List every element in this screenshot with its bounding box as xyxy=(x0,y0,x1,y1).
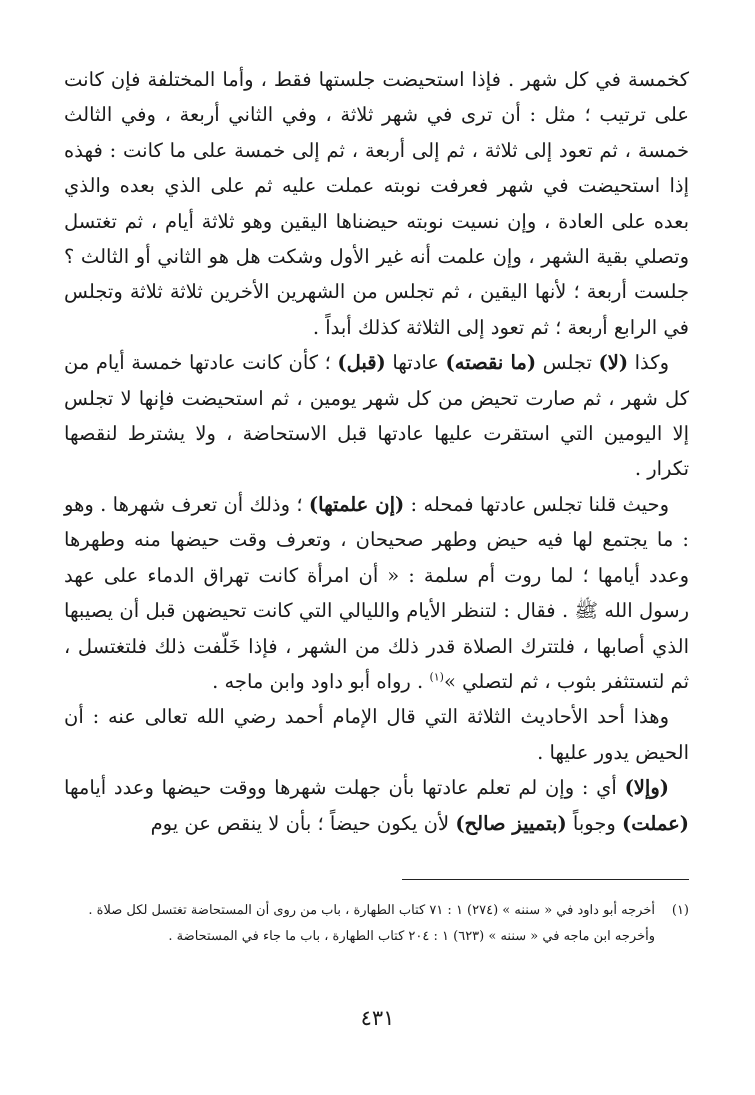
paragraph-2-bold-3: (قبل) xyxy=(337,351,386,375)
paragraph-2-text-a: وكذا xyxy=(628,351,669,375)
paragraph-3-text-d: . رواه أبو داود وابن ماجه . xyxy=(212,669,430,693)
footnote-number: (١) xyxy=(671,903,689,918)
footnote-reference: (١) xyxy=(429,670,444,684)
paragraph-3-bold-1: (إن علمتها) xyxy=(308,492,405,516)
paragraph-3-text-c: ؛ وذلك أن تعرف شهرها . وهو : ما يجتمع لها فيه حيض وطهر صحيحان ، وتعرف وقت حيضها منه وطهرها وعدد أيامها ؛ لما روت أم سلمة : « أن امرأة كانت تهراق الدماء على عهد رسول الله ﷺ . فقال : لتنظر الأيام والليالي التي كانت تحيضهن قبل أن يصيبها الذي أصابها ، فلتترك الصلاة قدر ذلك من الشهر ، فإذا خَلّفت ذلك فلتغتسل ، ثم لتستثفر بثوب ، ثم لتصلي » xyxy=(64,492,689,693)
paragraph-5-bold-2: (عملت) xyxy=(622,811,689,835)
paragraph-1: كخمسة في كل شهر . فإذا استحيضت جلستها فقط ، وأما المختلفة فإن كانت على ترتيب ؛ مثل : أن ترى في شهر ثلاثة ، وفي الثاني أربعة ، وفي الثالث خمسة ، ثم تعود إلى ثلاثة ، ثم إلى أربعة ، ثم إلى خمسة على ما كانت : فهذه إذا استحيضت في شهر فعرفت نوبته عملت عليه ثم على الذي بعده والذي بعده على العادة ، وإن نسيت نوبته حيضناها اليقين وهو ثلاثة أيام ، ثم تغتسل وتصلي بقية الشهر ، وإن علمت أنه غير الأول وشكت هل هو الثاني أو الثالث ؟ جلست أربعة ؛ لأنها اليقين ، ثم تجلس من الشهرين الأخرين ثلاثة ثلاثة وتجلس في الرابع أربعة ؛ ثم تعود إلى الثلاثة كذلك أبداً . xyxy=(64,68,689,339)
footnote-text-1: أخرجه أبو داود في « سننه » (٢٧٤) ١ : ٧١ كتاب الطهارة ، باب من روى أن المستحاضة تغتسل لكل صلاة . xyxy=(88,903,655,918)
footnote-divider xyxy=(402,879,689,880)
paragraph-5-text-a: أي : وإن لم تعلم عادتها بأن جهلت شهرها ووقت حيضها وعدد أيامها xyxy=(64,776,625,800)
paragraph-2 xyxy=(64,345,689,487)
paragraph-5-bold-1: (وإلا) xyxy=(624,776,669,800)
paragraph-3-text-a: وحيث قلنا تجلس عادتها فمحله : xyxy=(404,492,669,516)
paragraph-5-text-d: لأن يكون حيضاً ؛ بأن لا ينقص عن يوم xyxy=(150,811,456,835)
page-number: ٤٣١ xyxy=(360,1006,395,1030)
paragraph-2-text-e: ؛ كأن كانت عادتها خمسة أيام من كل شهر ، ثم صارت تحيض من كل شهر يومين ، ثم استحيضت فإنها لا تجلس إلا اليومين التي استقرت عليها عادتها قبل الاستحاضة ، ولا يشترط لنقصها تكرار . xyxy=(64,351,689,481)
paragraph-4: وهذا أحد الأحاديث الثلاثة التي قال الإمام أحمد رضي الله تعالى عنه : أن الحيض يدور عليها . xyxy=(64,705,689,764)
paragraph-2-bold-2: (ما نقصته) xyxy=(445,351,537,375)
footnote-text-2: وأخرجه ابن ماجه في « سننه » (٦٢٣) ١ : ٢٠٤ كتاب الطهارة ، باب ما جاء في المستحاضة . xyxy=(168,929,655,944)
paragraph-3 xyxy=(64,487,689,699)
paragraph-5-bold-3: (بتمييز صالح) xyxy=(455,811,567,835)
paragraph-5 xyxy=(64,770,689,841)
main-text xyxy=(64,62,689,841)
footnote-1 xyxy=(64,898,689,924)
footnotes xyxy=(64,898,689,950)
paragraph-2-text-c: تجلس xyxy=(536,351,599,375)
paragraph-2-text-d: عادتها xyxy=(385,351,446,375)
paragraph-5-text-c: وجوباً xyxy=(566,811,623,835)
paragraph-2-bold-1: (لا) xyxy=(598,351,629,375)
